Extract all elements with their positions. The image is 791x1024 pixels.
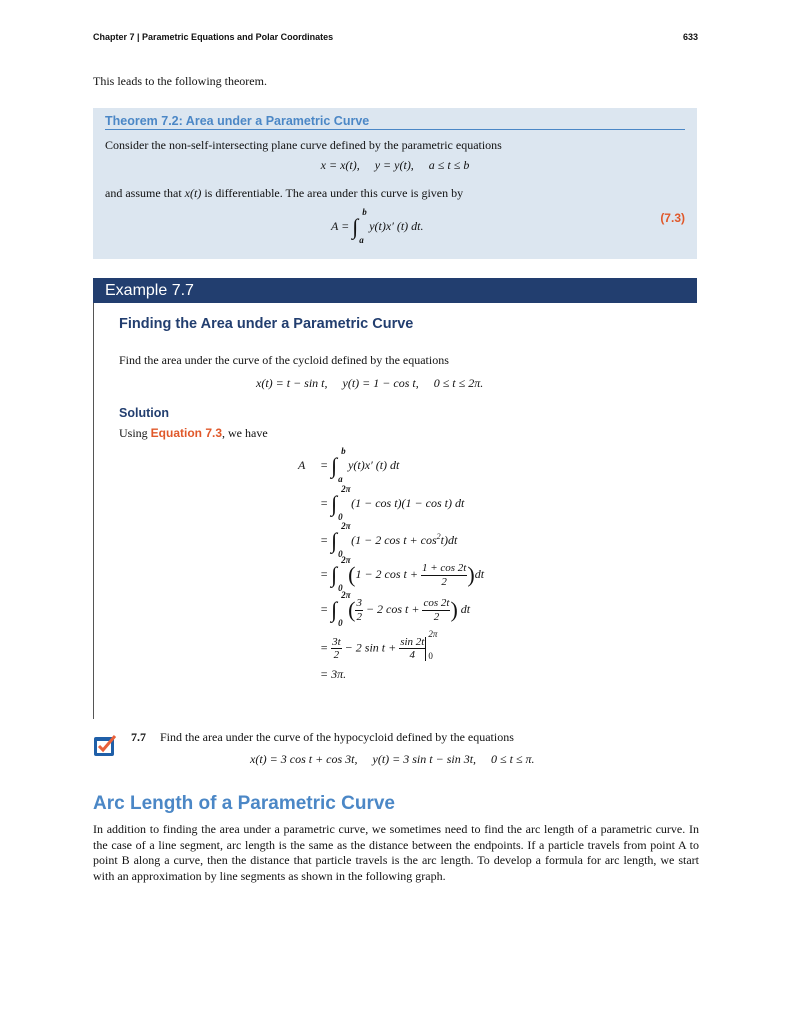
denominator: 2 bbox=[356, 610, 362, 623]
numerator: 3 bbox=[356, 597, 362, 610]
step-body: y(t)x′ (t) dt bbox=[348, 457, 400, 472]
denominator: 2 bbox=[433, 610, 440, 623]
text: , we have bbox=[222, 426, 268, 440]
lower-limit: 0 bbox=[338, 618, 343, 628]
paren: ) bbox=[467, 562, 475, 587]
running-header-chapter: Chapter 7 | Parametric Equations and Polar Coordinates bbox=[93, 32, 334, 42]
equation-link[interactable]: Equation 7.3 bbox=[150, 426, 223, 440]
intro-text: This leads to the following theorem. bbox=[93, 74, 267, 88]
theorem-equations: x = x(t), y = y(t), a ≤ t ≤ b bbox=[320, 158, 470, 172]
step-body: − 2 cos t + bbox=[362, 601, 423, 616]
fraction bbox=[422, 597, 450, 622]
equals: = bbox=[320, 495, 329, 510]
step-body: t)dt bbox=[440, 532, 458, 547]
example-problem: Find the area under the curve of the cycloid defined by the equations bbox=[119, 353, 449, 367]
step-6 bbox=[320, 628, 440, 662]
theorem-formula bbox=[331, 207, 424, 245]
equals: = bbox=[320, 457, 329, 472]
denominator: 2 bbox=[441, 575, 447, 588]
integral-sign: ∫ 2π 0 bbox=[331, 555, 351, 593]
result: 3π. bbox=[331, 667, 347, 681]
numerator: 1 + cos 2t bbox=[421, 562, 467, 575]
text: and assume that bbox=[105, 186, 185, 200]
section-heading: Arc Length of a Parametric Curve bbox=[93, 793, 395, 814]
fraction bbox=[331, 636, 342, 661]
lower-limit: a bbox=[359, 235, 364, 245]
solution-label: Solution bbox=[119, 406, 169, 420]
integral-sign: ∫ b a bbox=[331, 446, 346, 484]
equals: = bbox=[320, 566, 329, 581]
lower-limit: 0 bbox=[338, 512, 343, 522]
lower-limit: 0 bbox=[428, 650, 433, 661]
numerator: sin 2t bbox=[400, 636, 425, 648]
lower-limit: a bbox=[338, 474, 343, 484]
step-1 bbox=[298, 446, 400, 484]
equals: = bbox=[320, 640, 329, 655]
example-title: Finding the Area under a Parametric Curve bbox=[119, 316, 414, 332]
upper-limit: 2π bbox=[341, 521, 351, 531]
math-var: x(t) bbox=[184, 186, 202, 200]
lhs: A bbox=[298, 457, 306, 472]
theorem-text-2 bbox=[105, 186, 463, 201]
theorem-title: Theorem 7.2: Area under a Parametric Curve bbox=[105, 114, 685, 130]
lower-limit: 0 bbox=[338, 583, 343, 593]
formula-body: y(t)x′ (t) dt. bbox=[369, 218, 424, 233]
theorem-text: Consider the non-self-intersecting plane curve defined by the parametric equations bbox=[105, 138, 502, 152]
step-4 bbox=[320, 555, 485, 593]
fraction bbox=[399, 636, 425, 661]
numerator: 3t bbox=[332, 636, 341, 648]
upper-limit: b bbox=[341, 446, 346, 456]
upper-limit: 2π bbox=[341, 484, 351, 494]
formula-lhs: A = bbox=[331, 218, 350, 233]
integral-sign: ∫ 2π 0 bbox=[331, 521, 351, 559]
step-5 bbox=[320, 590, 471, 628]
denominator: 2 bbox=[333, 649, 340, 662]
upper-limit: b bbox=[362, 207, 367, 217]
lower-limit: 0 bbox=[338, 549, 343, 559]
paren: ( bbox=[348, 562, 356, 587]
step-2 bbox=[320, 484, 465, 522]
equals: = bbox=[320, 601, 329, 616]
checkpoint-equations: x(t) = 3 cos t + cos 3t, y(t) = 3 sin t − sin 3t, 0 ≤ t ≤ π. bbox=[250, 752, 535, 766]
step-body: dt bbox=[474, 566, 485, 581]
step-7 bbox=[320, 667, 346, 682]
example-header: Example 7.7 bbox=[93, 278, 697, 303]
example-left-border bbox=[93, 303, 94, 719]
step-body: − 2 sin t + bbox=[341, 640, 400, 655]
integral-sign: ∫ b a bbox=[352, 207, 367, 245]
equals: = bbox=[320, 667, 329, 681]
checkpoint-text: Find the area under the curve of the hypocycloid defined by the equations bbox=[160, 730, 514, 744]
equals: = bbox=[320, 532, 329, 547]
fraction bbox=[355, 597, 363, 622]
step-3 bbox=[320, 521, 458, 559]
step-body: 1 − 2 cos t + bbox=[355, 566, 421, 581]
section-paragraph: In addition to finding the area under a parametric curve, we sometimes need to find the arc length of a parametric curve. In the case of a line segment, arc length is the same as the distance between the endpoints. If a particle travels from point A to point B along a curve, then the distance that particle travels is the arc length. To develop a formula for arc length, we start with an approximation by line segments as shown in the following graph. bbox=[93, 822, 699, 883]
checkpoint-icon bbox=[93, 733, 117, 757]
upper-limit: 2π bbox=[341, 590, 351, 600]
paren: ) bbox=[450, 597, 458, 622]
fraction bbox=[421, 562, 467, 587]
evaluation-bar bbox=[425, 628, 440, 661]
step-body: (1 − cos t)(1 − cos t) dt bbox=[351, 495, 465, 510]
solution-intro bbox=[119, 426, 268, 441]
text: is differentiable. The area under this curve is given by bbox=[201, 186, 464, 200]
integral-sign: ∫ 2π 0 bbox=[331, 484, 351, 522]
step-body: dt bbox=[460, 601, 471, 616]
exponent: 2 bbox=[436, 531, 441, 541]
step-body: (1 − 2 cos t + cos bbox=[351, 532, 437, 547]
upper-limit: 2π bbox=[341, 555, 351, 565]
page-number: 633 bbox=[682, 32, 698, 42]
denominator: 4 bbox=[409, 649, 416, 662]
paren: ( bbox=[348, 597, 356, 622]
equation-number: (7.3) bbox=[660, 211, 685, 225]
upper-limit: 2π bbox=[428, 628, 438, 639]
example-equations: x(t) = t − sin t, y(t) = 1 − cos t, 0 ≤ t ≤ 2π. bbox=[256, 376, 484, 390]
integral-sign: ∫ 2π 0 bbox=[331, 590, 351, 628]
text: Using bbox=[119, 426, 151, 440]
checkpoint-number: 7.7 bbox=[131, 730, 146, 744]
theorem-box bbox=[93, 108, 697, 259]
numerator: cos 2t bbox=[423, 597, 450, 610]
